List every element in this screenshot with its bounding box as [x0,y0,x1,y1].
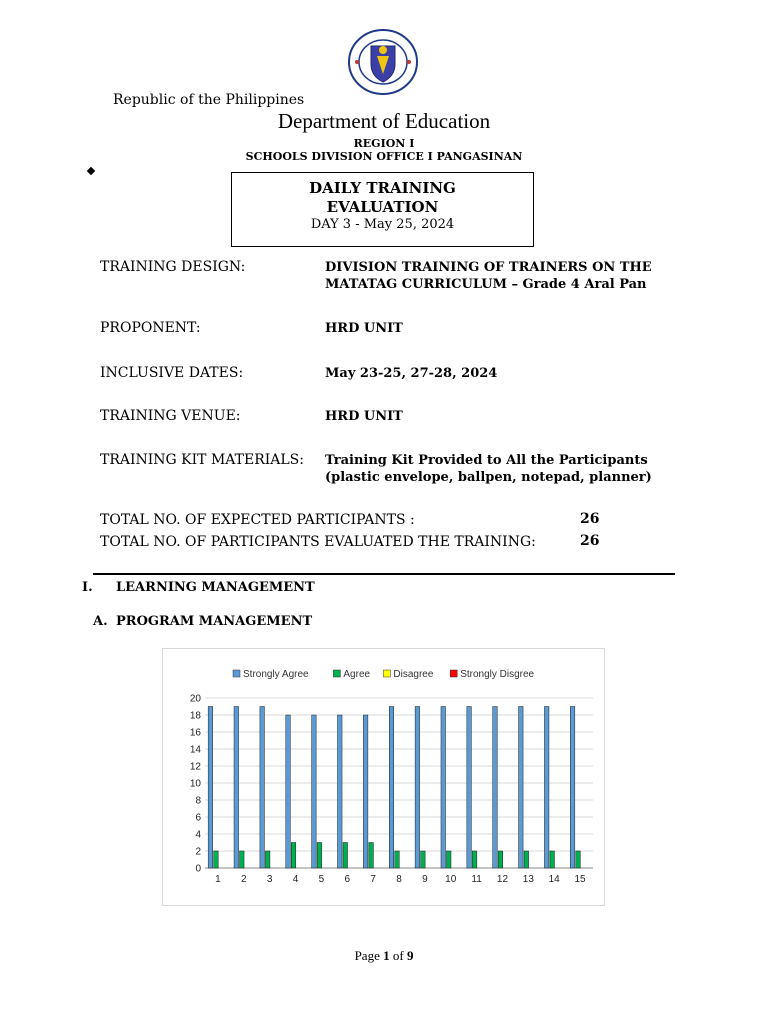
x-tick-label-9: 9 [422,874,428,885]
bar-strongly-agree-8 [389,707,394,869]
x-tick-label-13: 13 [522,874,534,885]
title-line-2: EVALUATION [326,198,439,216]
title-date: DAY 3 - May 25, 2024 [310,217,455,232]
legend-swatch-0 [233,670,240,677]
title-line-1: DAILY TRAINING [309,179,456,197]
legend-label-3: Strongly Disgree [460,669,535,680]
legend-label-0: Strongly Agree [243,669,309,680]
training-kit-value-2: (plastic envelope, ballpen, notepad, planner) [325,470,652,485]
y-tick-label-3: 6 [195,812,201,824]
republic-text: Republic of the Philippines [113,92,305,108]
x-tick-label-2: 2 [241,874,247,885]
x-tick-label-8: 8 [396,874,402,885]
x-tick-label-5: 5 [318,874,325,885]
y-tick-label-9: 18 [189,710,201,722]
page-footer [0,948,768,964]
y-tick-label-0: 0 [195,863,201,875]
evaluated-participants-value: 26 [580,533,600,549]
bar-agree-5 [317,843,322,869]
x-tick-label-15: 15 [574,874,586,885]
footer-page-number: 1 [383,948,390,963]
bar-strongly-agree-1 [208,707,213,869]
bar-strongly-agree-11 [467,707,472,869]
bar-strongly-agree-5 [312,715,317,868]
x-tick-label-11: 11 [471,874,482,885]
bar-agree-11 [472,851,477,868]
deped-seal [347,28,419,96]
bar-agree-12 [498,851,503,868]
x-tick-label-7: 7 [370,874,376,885]
training-venue-value: HRD UNIT [325,409,403,424]
inclusive-dates-label: INCLUSIVE DATES: [100,365,244,381]
bar-agree-3 [265,851,270,868]
training-venue-label: TRAINING VENUE: [100,408,241,424]
bar-agree-15 [576,851,581,868]
section-divider [93,573,675,575]
department-title: Department of Education [277,109,491,133]
bar-agree-7 [369,843,374,869]
bar-agree-1 [214,851,219,868]
y-tick-label-1: 2 [195,846,201,858]
division-text: SCHOOLS DIVISION OFFICE I PANGASINAN [245,150,523,163]
bar-strongly-agree-15 [570,707,575,869]
subsection-title: PROGRAM MANAGEMENT [116,614,313,629]
program-management-chart [162,648,605,906]
bar-agree-6 [343,843,348,869]
bar-strongly-agree-7 [363,715,368,868]
bar-agree-10 [446,851,451,868]
bar-strongly-agree-10 [441,707,446,869]
expected-participants-value: 26 [580,511,600,527]
x-tick-label-14: 14 [548,874,560,885]
bar-strongly-agree-9 [415,707,420,869]
bar-agree-9 [421,851,426,868]
y-tick-label-7: 14 [189,744,201,756]
inclusive-dates-value: May 23-25, 27-28, 2024 [325,366,498,381]
training-design-value-1: DIVISION TRAINING OF TRAINERS ON THE [325,260,652,275]
y-tick-label-8: 16 [189,727,201,739]
section-number: I. [82,580,93,595]
y-tick-label-6: 12 [189,761,201,773]
y-tick-label-10: 20 [189,693,201,705]
legend-label-2: Disagree [393,669,434,680]
bar-strongly-agree-2 [234,707,239,869]
bar-strongly-agree-12 [493,707,498,869]
bar-strongly-agree-14 [544,707,549,869]
x-tick-label-1: 1 [215,874,221,885]
bar-agree-13 [524,851,529,868]
expected-participants-label: TOTAL NO. OF EXPECTED PARTICIPANTS : [100,512,415,528]
legend-swatch-3 [450,670,457,677]
footer-page-word: Page [354,948,380,963]
training-kit-label: TRAINING KIT MATERIALS: [100,452,304,468]
proponent-label: PROPONENT: [100,320,201,336]
bullet-diamond-icon [87,167,95,175]
training-kit-value-1: Training Kit Provided to All the Participants [325,453,648,468]
proponent-value: HRD UNIT [325,321,403,336]
legend-label-1: Agree [343,669,371,680]
x-tick-label-12: 12 [496,874,509,885]
chart-svg [163,649,604,905]
bar-strongly-agree-13 [519,707,524,869]
footer-page-total: 9 [406,948,414,963]
bar-agree-8 [395,851,400,868]
bar-agree-14 [550,851,555,868]
bar-agree-4 [291,843,296,869]
subsection-letter: A. [93,614,108,629]
footer-of-word: of [392,948,404,963]
bar-strongly-agree-3 [260,707,265,869]
x-tick-label-10: 10 [445,874,457,885]
bar-agree-2 [240,851,245,868]
training-design-label: TRAINING DESIGN: [100,259,246,275]
y-tick-label-2: 4 [195,829,201,841]
bar-strongly-agree-4 [286,715,291,868]
y-tick-label-5: 10 [189,778,201,790]
x-tick-label-3: 3 [266,874,273,885]
y-tick-label-4: 8 [195,795,201,807]
title-box [231,172,534,247]
evaluated-participants-label: TOTAL NO. OF PARTICIPANTS EVALUATED THE TRAINING: [100,534,536,550]
legend-swatch-2 [383,670,390,677]
x-tick-label-6: 6 [344,874,351,885]
region-text: REGION I [353,137,415,150]
training-design-value-2: MATATAG CURRICULUM – Grade 4 Aral Pan [325,277,647,292]
section-title: LEARNING MANAGEMENT [116,580,315,595]
bar-strongly-agree-6 [338,715,343,868]
x-tick-label-4: 4 [292,874,299,885]
legend-swatch-1 [333,670,340,677]
